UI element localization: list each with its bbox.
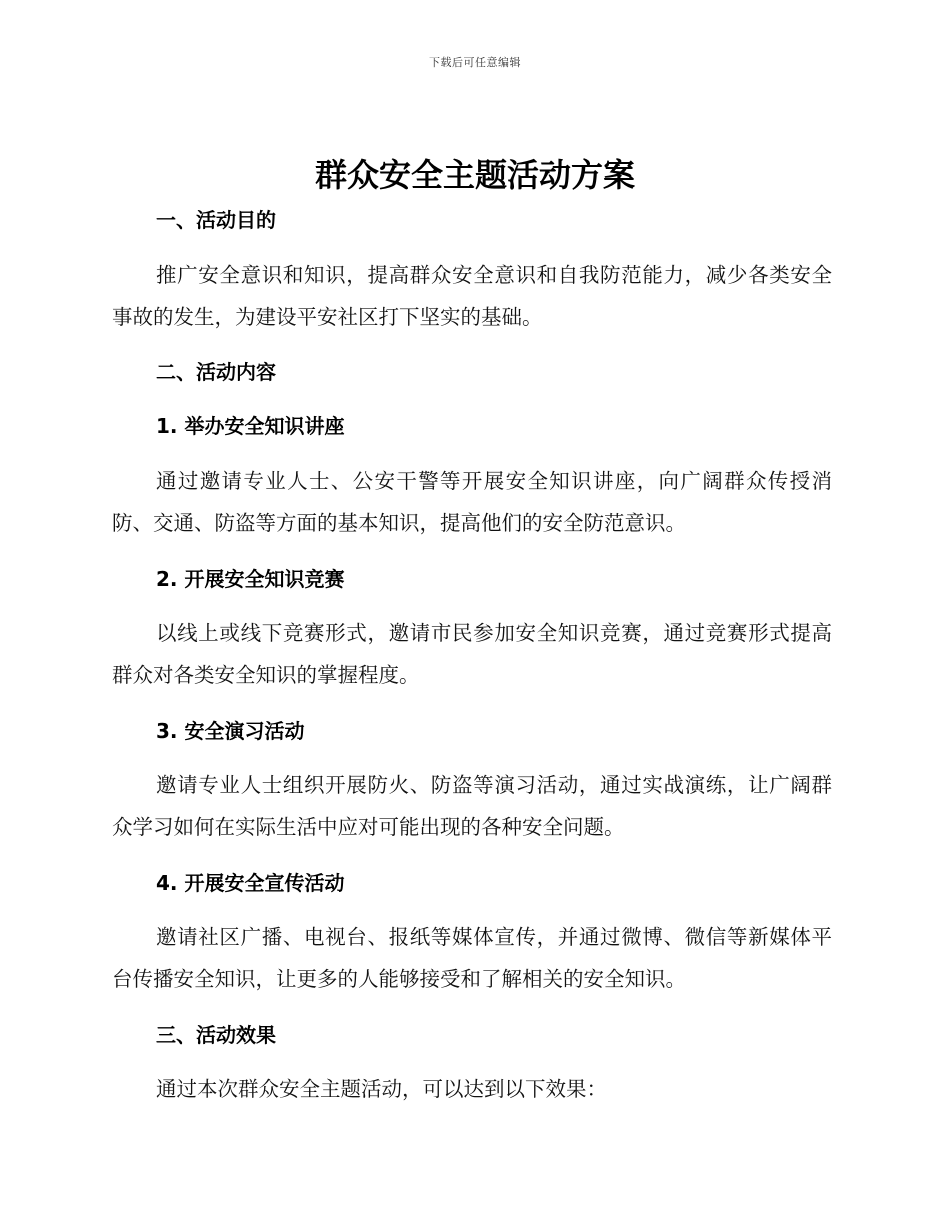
paragraph-lecture: 通过邀请专业人士、公安干警等开展安全知识讲座，向广阔群众传授消防、交通、防盗等方面的基本知识，提高他们的安全防范意识。: [112, 469, 832, 535]
subsection-3-heading-block: [112, 717, 832, 745]
document-title: 群众安全主题活动方案: [314, 156, 635, 194]
section-heading-purpose: 一、活动目的: [156, 208, 276, 232]
section-purpose-paragraph-block: [112, 254, 832, 338]
subsection-1-heading-block: [112, 412, 832, 440]
section-heading-content: 二、活动内容: [156, 360, 276, 384]
subsection-heading-drill: 3. 安全演习活动: [156, 719, 305, 743]
subsection-1-paragraph-block: [112, 460, 832, 544]
section-purpose-heading-block: [112, 206, 832, 234]
subsection-heading-publicity: 4. 开展安全宣传活动: [156, 871, 345, 895]
subsection-4-heading-block: [112, 869, 832, 897]
section-effects-heading-block: [112, 1021, 832, 1049]
subsection-2-heading-block: [112, 565, 832, 593]
paragraph-competition: 以线上或线下竞赛形式，邀请市民参加安全知识竞赛，通过竞赛形式提高群众对各类安全知识的掌握程度。: [112, 621, 832, 687]
subsection-3-paragraph-block: [112, 764, 832, 848]
section-heading-effects: 三、活动效果: [156, 1023, 276, 1047]
section-effects-paragraph-block: [112, 1068, 832, 1110]
paragraph-effects: 通过本次群众安全主题活动，可以达到以下效果：: [156, 1077, 607, 1101]
subsection-2-paragraph-block: [112, 612, 832, 696]
subsection-heading-lecture: 1. 举办安全知识讲座: [156, 414, 345, 438]
subsection-heading-competition: 2. 开展安全知识竞赛: [156, 567, 345, 591]
paragraph-publicity: 邀请社区广播、电视台、报纸等媒体宣传，并通过微博、微信等新媒体平台传播安全知识，让更多的人能够接受和了解相关的安全知识。: [112, 925, 832, 991]
page-header-watermark: 下载后可任意编辑: [429, 56, 521, 69]
subsection-4-paragraph-block: [112, 916, 832, 1000]
section-content-heading-block: [112, 358, 832, 386]
paragraph-purpose: 推广安全意识和知识，提高群众安全意识和自我防范能力，减少各类安全事故的发生，为建设平安社区打下坚实的基础。: [112, 263, 832, 329]
paragraph-drill: 邀请专业人士组织开展防火、防盗等演习活动，通过实战演练，让广阔群众学习如何在实际生活中应对可能出现的各种安全问题。: [112, 773, 832, 839]
